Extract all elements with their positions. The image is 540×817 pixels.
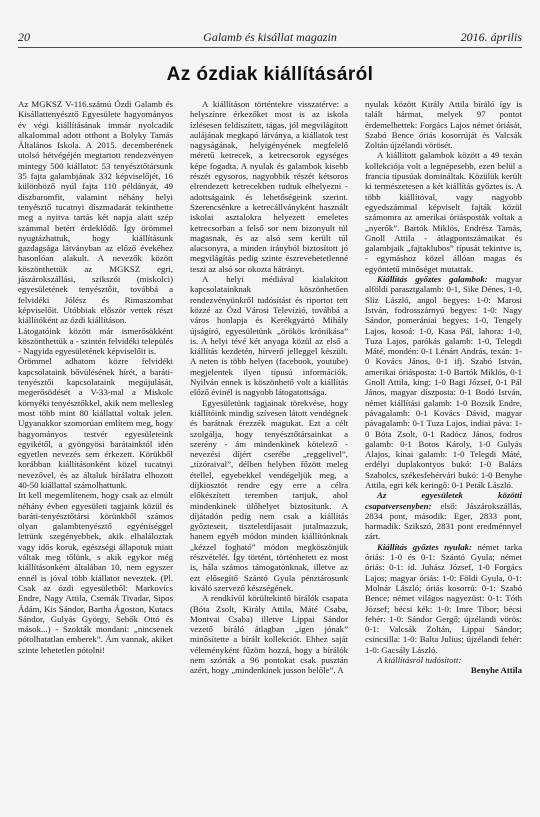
column-1 [18,99,173,655]
results-heading: Kiállítás győztes nyulak: [377,541,472,552]
results-text: első: Jászárokszállás, 2834 pont, második: Eger, 2833 pont, harmadik: Szikszó, 2831 pont eredménnyel zárt. [365,500,522,542]
article-paragraph: A rendkívül körültekintő bírálók csapata (Bóta Zsolt, Király Attila, Máté Csaba, Montvai Csaba) illetve Lippai Sándor vezető bíráló átlagban „igen jónak” minősítette a bírált kollekciót. Ehhez saját véleményként fűzöm hozzá, hogy a bírálók nem szórták a 96 pontokat csak pusztán azért, hogy „mindenkinek jusson belőle”. A [190,593,348,676]
magazine-title: Galamb és kisállat magazin [203,30,337,44]
author-name: Benyhe Attila [470,665,522,676]
article-paragraph: Látogatóink között már ismerősökként köszönthettük a - szintén felvidéki település - Nagyida egyesületének képviselőit is. [18,325,173,357]
results-paragraph-pigeons [365,274,522,490]
results-heading: Az egyesületek közötti csapatversenyben: [365,490,522,511]
article-paragraph: Egyesületünk tagjainak törekvése, hogy kiállítóink mindig szívesen látott vendégnek és barátnak érezzék magukat. Ezt a célt szolgálja, hogy tenyésztőtársainkat a szerény - ám mindenkinek kötelező - nevezési díjért cserébe „reggelivel”, „tízóraival”, délben helyben főzött meleg étellel, egyebekkel vendégeljük meg, a díjkiosztót rendre egy erre a célra előkészített teremben tartjuk, ahol mindenkinek ülőhelyet biztosítunk. A díjátadón pedig nem csak a kiállítás győzteseit, tiszteletdíjasait jutalmazzuk, hanem egyéb módon minden kiállítónknak „kézzel fogható” módon megköszönjük részvételét. Így történt, történhetett ez most is, hála számos támogatónknak, illetve az ezt elősegítő Szántó Gyula pénztárosunk kiváló szervező készségének. [190,397,348,593]
results-paragraph-rabbits [365,542,522,655]
page-number: 20 [18,30,30,44]
header-divider [18,47,522,48]
article-paragraph: A helyi médiával kialakított kapcsolatainknak köszönhetően rendezvényünkről tudósítást és riportot tett közzé az Ózd Városi Televízió, továbbá a város honlapja és Kerékgyártó Mihály újságíró, egyesületünk „örökös krónikása” is. A helyi tévé két anyaga közül az első a kiállítás kezdetén, hírverő jelleggel készült. A neten is több helyen (facebook, youtube) megjelentek ilyen típusú információk. Nyilván ennek is köszönhető volt a kiállítás előző évinél is nagyobb látogatottsága. [190,274,348,398]
article-paragraph: Örömmel adhatom közre felvidéki kapcsolataink bővülésének hírét, a baráti-tenyésztői kapcsolataink megújulását, megerősödését a V-33-mal a Miskolc környéki tenyésztőkkel, akik nem mellesleg most több mint 80 kiállattal voltak jelen. Ugyanakkor szomorúan említem meg, hogy hagyományos testvér egyesületeink egyikétől, a gyöngyösi barátainktól idén egyetlen nevezés sem érkezett. Körükből korábban kiállításonként közel tucatnyi nevezővel, és az általuk bírálatra elhozott 40-50 kiállattal számolhattunk. [18,356,173,490]
article-paragraph: A kiállított galambok között a 49 texán kollekciója volt a legnépesebb, ezen belül a francia típusúak domináltak. Közülük került ki természetesen a két kiállítás győztes is. A több kiállítóval, vagy nagyobb egyedszámmal képviselt fajták közül számomra az amerikai óriásposták voltak a „nyerők”. Bartók Miklós, Endrész Tamás, Gnoll Attila - átlagpontszámaikat és galambjaik „fajtaklubos” típusát tekintve is, - egymáshoz közel állóan magas és egyöntetű minőséget mutattak. [365,150,522,274]
column-3 [365,99,522,676]
issue-date: 2016. április [460,30,522,44]
results-text: magyar alföldi parasztgalamb: 0-1, Sike Dénes, 1-0, Sliz László, angol begyes: 1-0: Marosi István, fodrosszárnyú begyes: 1-0: Nagy Sándor, pomerániai begyes: 1-0, Tengely Lajos, kosoá: 1-0, Kasa Pál, lahora: 1-0, Tuza Lajos, parókás galamb: 1-0, Telegdi Máté, mondén: 0-1 Lénárt András, texán: 1-0 Kovács János, 0-1 ifj. Szabó István, amerikai óriásposta: 1-0 Bartók Miklós, 0-1 Gnoll Attila, king: 1-0 Bagi József, 0-1 Pál János, magyar díszposta: 0-1 Bodó István, német kiállítási galamb: 1-0 Bozsik Endre, pávagalamb: 0-1 Kovács Dávid, magyar pávagalamb: 0-1 Tuza Lajos, indiai páva: 1-0 Bóta Zsolt, 0-1 Radócz János, fodros galamb: 0-1 Botos Károly, 1-0 Gulyás Alajos, kínai galamb: 1-0 Telegdi Máté, erdélyi duplakontyos bukó: 1-0 Balázs Szabolcs, székesfehérvári bukó: 1-0 Benyhe Attila, egri kék keringő: 0-1 Peták László. [365,274,522,490]
article-title: Az ózdiak kiállításáról [166,64,374,85]
results-text: német tarka óriás: 1-0 és 0-1: Szántó Gyula; német óriás: 0-1: id. Juhász József, 1-0 Forgács Lajos; magyar óriás: 1-0: Földi Gyula, 0-1: Molnár László; óriás kosorrú: 0-1: Szabó Bence; német világos nagyezüst: 0-1: Tóth József; bécsi kék: 1-0: Imre Tibor; bécsi fehér: 1-0: Sándor Gergő; újzélandi vörös: 0-1: Valcsák Zoltán, Lippai Sándor; csincsilla: 1-0: Balta Julius; újzélandi fehér: 1-0: Gacsály László. [365,541,523,655]
results-heading: Kiállítás győztes galambok: [377,274,488,285]
article-paragraph: Az MGKSZ V-116.számú Ózdi Galamb és Kisállattenyésztő Egyesülete hagyományos év végi kiállításának immár nyolcadik alkalommal adott otthont a Bolyky Tamás Általános Iskola. A 2015. decemberének utolsó hétvégéjén megtartott rendezvényen mintegy 500 kiállatot: 53 tenyésztőtársunk 35 fajta galambjának 332 képviselőjét, 16 különböző nyúl fajta 110 példányát, 49 díszbaromfit, valamint néhány helyi tenyésztő tucatnyi díszmadarát tekinthette meg a nyitva tartás két napja alatt szép számmal betért érdeklődő. Így örömmel nyugtázhattuk, hogy kiállításunk gazdagsága látványban az előző évekéhez hasonlóan alakult. A nevezők között köszönthettük az MGKSZ egri, jászárokszállási, szikszói (miskolci) egyesületének tenyésztőit, továbbá a felvidéki Jólész és Rimaszombat képviselőit. Utóbbiak először vettek részt kiállítóként az ózdi kiállításon. [18,99,173,326]
article-paragraph: A kiállításon történtekre visszatérve: a helyszínre érkezőket most is az iskola ízlésesen feldíszített, tágas, jól megvilágított aulájának megkapó látványa, a kiállatok test nagyságának, helyigényének megfelelő méretű ketrecek, a ketrecsorok egységes képe fogadta. A nyulak és galambok kisebb részét egysoros, nagyobbik részét kétsoros elrendezett ketrecekben tudtuk elhelyezni - adottságaink és lehetőségeink szerint. Szerencsénkre a ketrecállványként használt iskolai asztalokra helyezett emeletes ketrecsorban a felső sor nem bizonyult túl magasnak, és az alsó sem került túl alacsonyra, a minden irányból biztosított jó megvilágítás pedig szinte észrevehetetlenné teszi az alsó sor okozta hátrányt. [190,99,348,274]
article-paragraph: Itt kell megemlítenem, hogy csak az elmúlt néhány évben egyesületi tagjaink közül és baráti-tenyésztőtársi körünkből számos olyan galambtenyésztő egyéniséggel lettünk szegényebbek, akik elhaláloztak vagy idős koruk, egészségi állapotuk miatt váltak meg tőlünk, s akik egykor még kiállításonként általában 10, nem egyszer ennél is jóval több kiállatot neveztek. (Pl. Csak az ózdi egyesületből: Markovics Endre, Nagy Attila, Csemák Tivadar, Sipos Ádám, Kis Sándor, Bartha Ágoston, Kutacs Sándor, Gulyás György, Sebők Ottó és mások...) - Szokták mondani: „nincsenek pótolhatatlan emberek”. Ám vannak, akiket szinte lehetetlen pótolni! [18,490,173,655]
results-paragraph-team [365,490,522,541]
column-2 [190,99,348,676]
running-header [18,29,522,45]
byline-label: A kiállításról tudósított: [377,655,462,666]
article-paragraph: nyulak között Király Attila bíráló így is talált hármat, melyek 97 pontot érdemelhettek: Forgács Lajos német óriását, Szabó Bence óriás kosorrúját és Valcsák Zoltán újzélandi vörösét. [365,99,522,151]
